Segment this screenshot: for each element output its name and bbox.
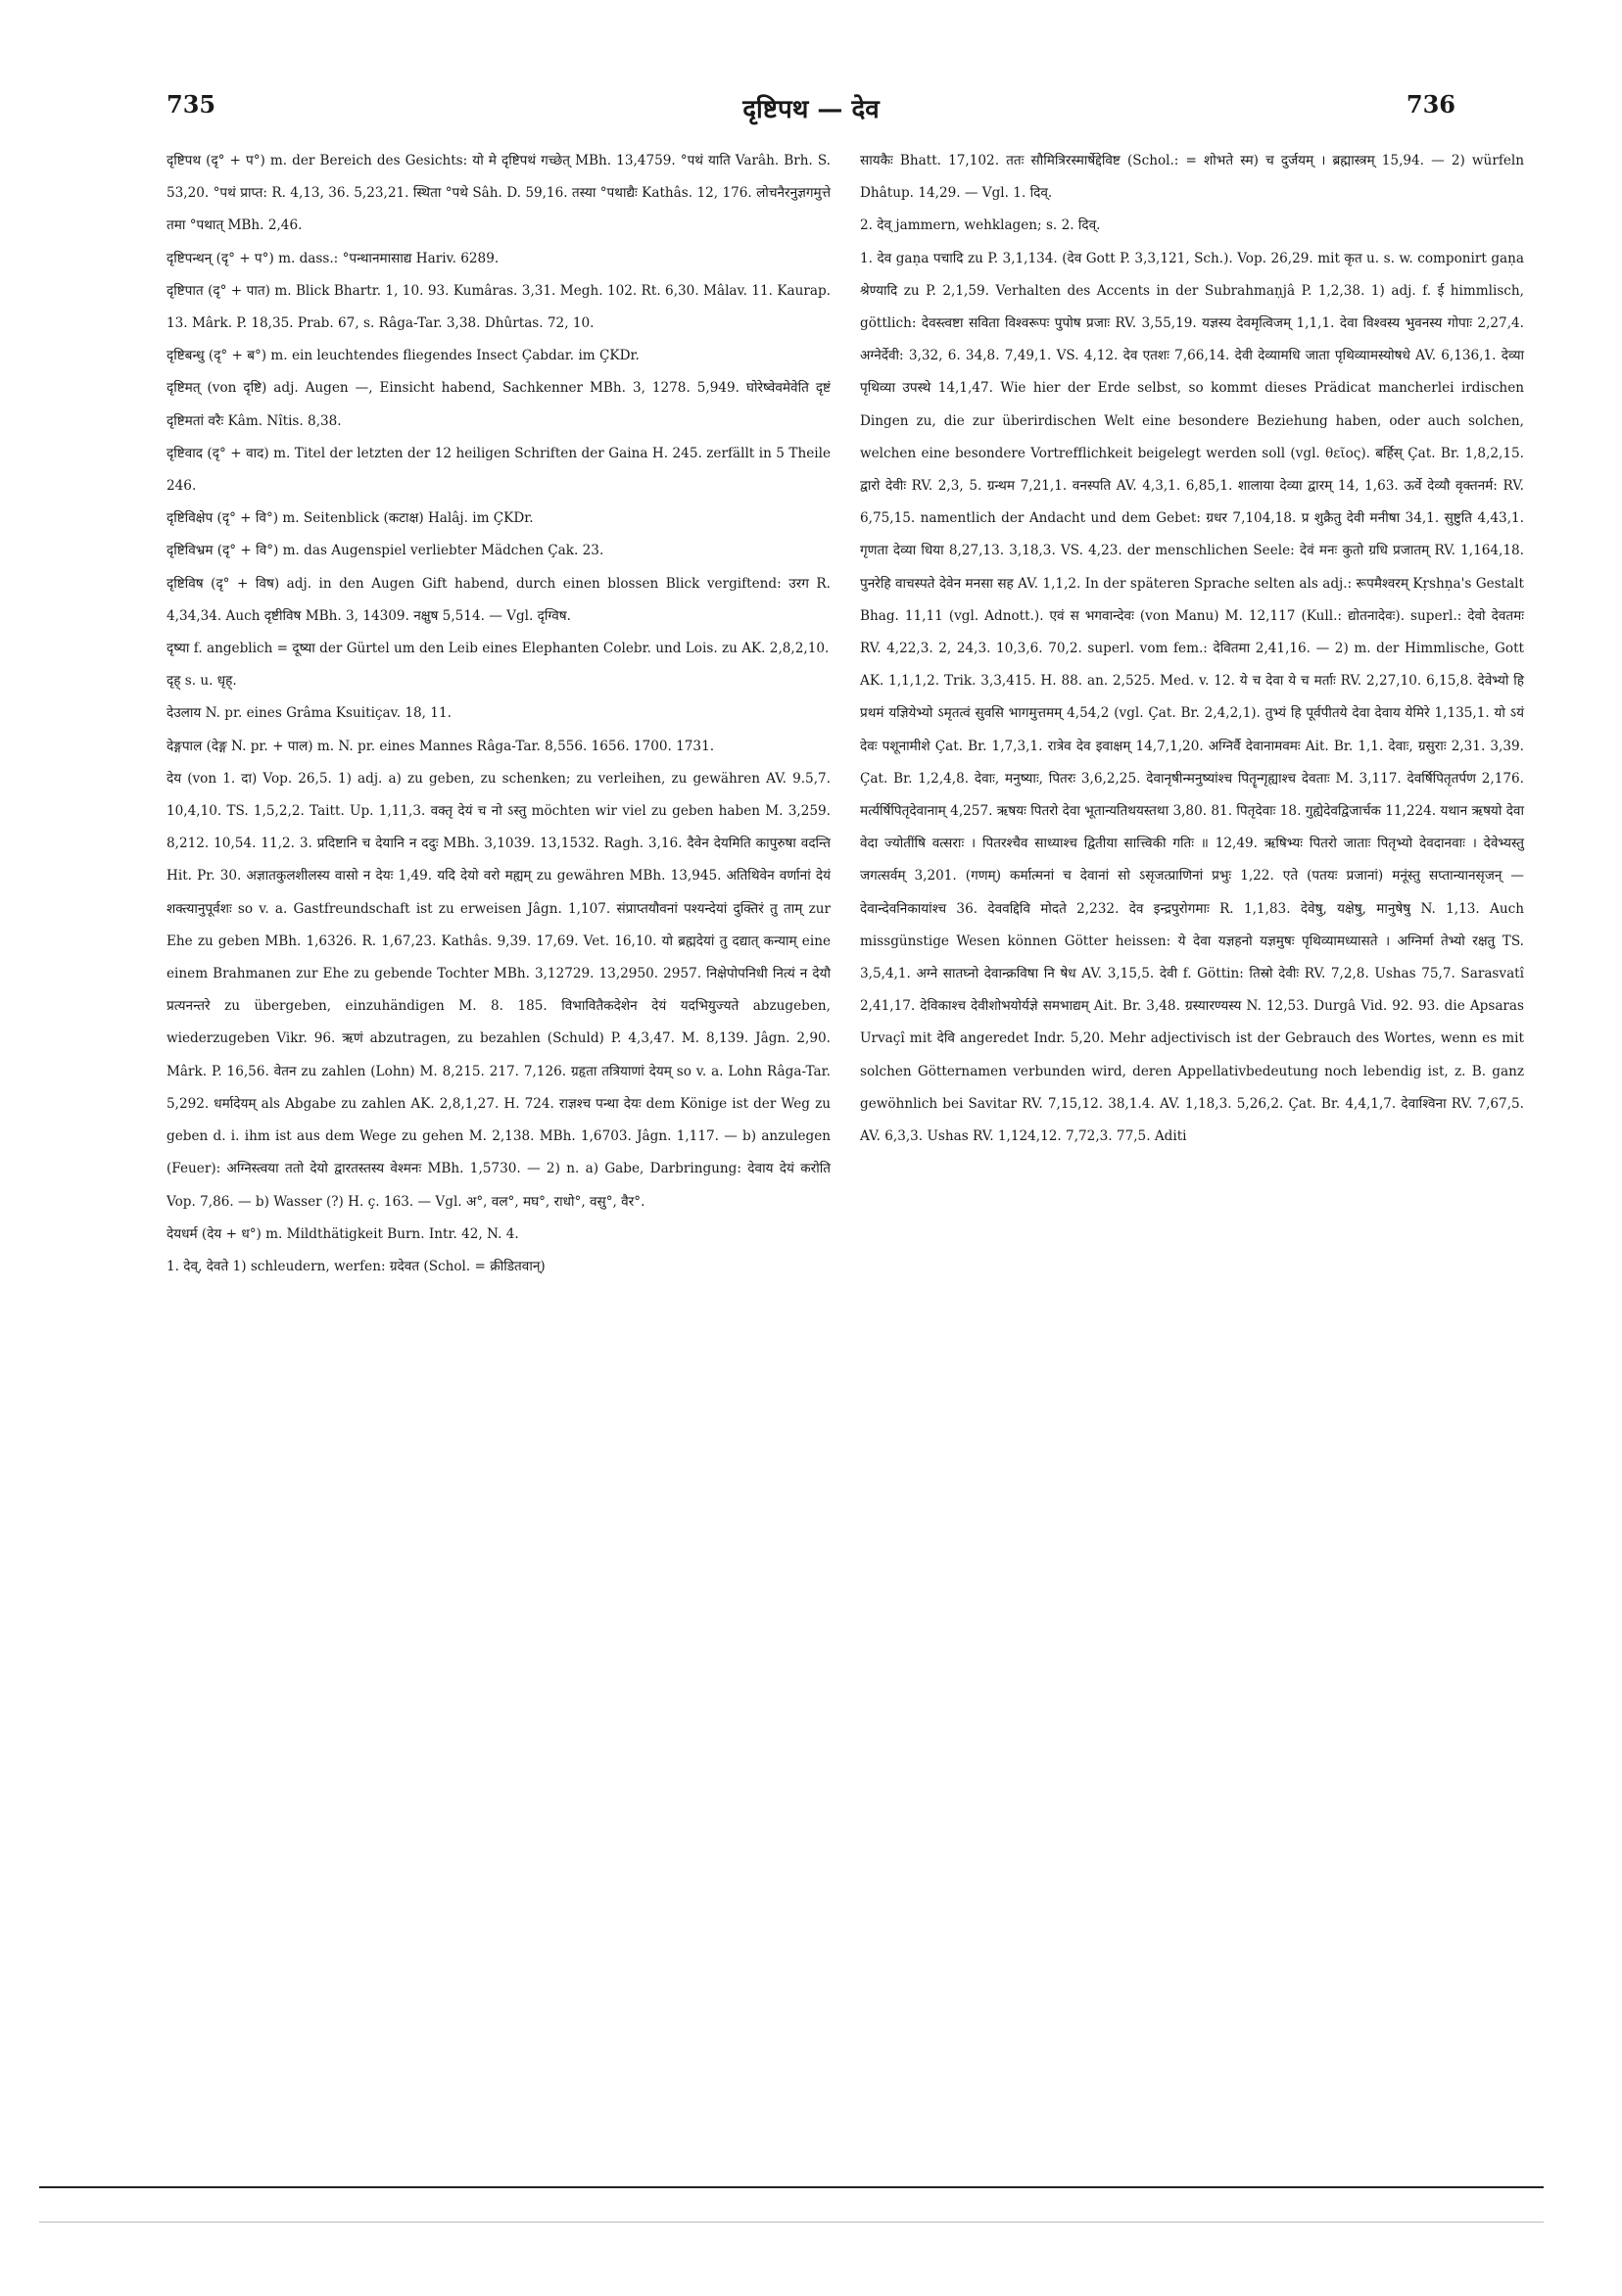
dictionary-entry: दृष्टिपात (दृ° + पात) m. Blick Bhartr. 1, 10. 93. Kumâras. 3,31. Megh. 102. Rt. 6,30. Mâlav. 11. Kaurap. 13. Mârk. P. 18,35. Prab. 67, s. Râga-Tar. 3,38. Dhûrtas. 72, 10. bbox=[167, 282, 831, 332]
dictionary-entry: दृष्टिबन्धु (दृ° + ब°) m. ein leuchtendes fliegendes Insect Çabdar. im ÇKDr. bbox=[167, 348, 640, 364]
dictionary-entry: सायकैः Bhatt. 17,102. ततः सौमित्रिरस्मार्षेद्देविष्ट (Schol.: = शोभते स्म) च दुर्जयम् । ब्रह्मास्त्रम् 15,94. — 2) würfeln Dhâtup. 14,29. — Vgl. 1. दिव्. bbox=[860, 153, 1524, 202]
page-fold-line bbox=[39, 2222, 1544, 2223]
dictionary-entry: देयधर्म (देय + ध°) m. Mildthätigkeit Burn. Intr. 42, N. 4. bbox=[167, 1225, 519, 1242]
dictionary-entry: दृष्टिविक्षेप (दृ° + वि°) m. Seitenblick (कटाक्ष) Halâj. im ÇKDr. bbox=[167, 510, 534, 527]
dictionary-entry: दृष्टिवाद (दृ° + वाद) m. Titel der letzten der 12 heiligen Schriften der Gaina H. 245. zerfällt in 5 Theile 246. bbox=[167, 445, 831, 495]
page-number-right: 736 bbox=[1406, 90, 1455, 119]
page-header bbox=[0, 90, 1622, 129]
dictionary-entry: दृष्टिपन्थन् (दृ° + प°) m. dass.: °पन्थानमासाद्य Hariv. 6289. bbox=[167, 250, 500, 266]
dictionary-entry: दृष्टिविभ्रम (दृ° + वि°) m. das Augenspiel verliebter Mädchen Çak. 23. bbox=[167, 543, 604, 559]
dictionary-entry: देय (von 1. दा) Vop. 26,5. 1) adj. a) zu geben, zu schenken; zu verleihen, zu gewähren AV. 9.5,7. 10,4,10. TS. 1,5,2,2. Taitt. Up. 1,11,3. वक्तृ देयं च नो ऽस्तु möchten wir viel zu geben haben M. 3,259. 8,212. 10,54. 11,2. 3. प्रदिष्टानि च देयानि न ददुः MBh. 3,1039. 13,1532. Ragh. 3,16. दैवेन देयमिति कापुरुषा वदन्ति Hit. Pr. 30. अज्ञातकुलशीलस्य वासो न देयः 1,49. यदि देयो वरो मह्यम् zu gewähren MBh. 13,945. अतिथिवेन वर्णानां देयं शक्त्यानुपूर्वशः so v. a. Gastfreundschaft ist zu erweisen Jâgn. 1,107. संप्राप्तयौवनां पश्यन्देयां दुक्तिरं तु ताम् zur Ehe zu geben MBh. 1,6326. R. 1,67,23. Kathâs. 9,39. 17,69. Vet. 16,10. यो ब्रह्मदेयां तु दद्यात् कन्याम् eine einem Brahmanen zur Ehe zu gebende Tochter MBh. 3,12729. 13,2950. 2957. निक्षेपोपनिधी नित्यं न देयौ प्रत्यनन्तरे zu übergeben, einzuhändigen M. 8. 185. विभावितैकदेशेन देयं यदभियुज्यते abzugeben, wiederzugeben Vikr. 96. ऋणं abzutragen, zu bezahlen (Schuld) P. 4,3,47. M. 8,139. Jâgn. 2,90. Mârk. P. 16,56. वेतन zu zahlen (Lohn) M. 8,215. 217. 7,126. ग्रहृता तत्रियाणां देयम् so v. a. Lohn Râga-Tar. 5,292. धर्मादेयम् als Abgabe zu zahlen AK. 2,8,1,27. H. 724. राज्ञश्च पन्था देयः dem Könige ist der Weg zu geben d. i. ihm ist aus dem Wege zu gehen M. 2,138. MBh. 1,6703. Jâgn. 1,117. — b) anzulegen (Feuer): अग्निस्त्वया ततो देयो द्वारतस्तस्य वेश्मनः MBh. 1,5730. — 2) n. a) Gabe, Darbringung: देवाय देयं करोति Vop. 7,86. — b) Wasser (?) H. ç. 163. — Vgl. अ°, वल°, मघ°, राधो°, वसु°, वैर°. bbox=[167, 770, 831, 1210]
running-title: दृष्टिपथ — देव bbox=[742, 95, 880, 124]
dictionary-entry: दृष्टिमत् (von दृष्टि) adj. Augen —, Einsicht habend, Sachkenner MBh. 3, 1278. 5,949. घोरेष्वेवमेवेति दृष्टं दृष्टिमतां वरैः Kâm. Nîtis. 8,38. bbox=[167, 380, 831, 429]
page-number-left: 735 bbox=[167, 90, 216, 119]
dictionary-entry: दृष्टिपथ (दृ° + प°) m. der Bereich des Gesichts: यो मे दृष्टिपथं गच्छेत् MBh. 13,4759. °पथं याति Varâh. Brh. S. 53,20. °पथं प्राप्त: R. 4,13, 36. 5,23,21. स्थिता °पथे Sâh. D. 59,16. तस्या °पथाद्यैः Kathâs. 12, 176. लोचनैरनुज्ञगमुत्ते तमा °पथात् MBh. 2,46. bbox=[167, 153, 831, 234]
dictionary-entry: देउलाय N. pr. eines Grâma Ksuitiçav. 18, 11. bbox=[167, 705, 452, 722]
dictionary-entry: 1. देव्, देवते 1) schleudern, werfen: ग्रदेवत (Schol. = क्रीडितवान्) bbox=[167, 1258, 546, 1274]
dictionary-entry: 2. देव् jammern, wehklagen; s. 2. दिव्. bbox=[860, 217, 1101, 234]
right-column bbox=[860, 145, 1524, 1153]
dictionary-entry: दृष्टिविष (दृ° + विष) adj. in den Augen Gift habend, durch einen blossen Blick vergiftend: उरग R. 4,34,34. Auch दृष्टीविष MBh. 3, 14309. नक्षुष 5,514. — Vgl. दृग्विष. bbox=[167, 575, 831, 624]
dictionary-entry: दृष्या f. angeblich = दूष्या der Gürtel um den Leib eines Elephanten Colebr. und Lois. zu AK. 2,8,2,10. bbox=[167, 641, 830, 657]
bottom-rule bbox=[39, 2186, 1544, 2188]
left-column bbox=[167, 145, 831, 1283]
dictionary-entry: 1. देव gaṇa पचादि zu P. 3,1,134. (देव Gott P. 3,3,121, Sch.). Vop. 26,29. mit कृत u. s. w. componirt gaṇa श्रेण्यादि zu P. 2,1,59. Verhalten des Accents in der Subrahmaṇjâ P. 1,2,38. 1) adj. f. ई himmlisch, göttlich: देवस्त्वष्टा सविता विश्वरूपः पुपोष प्रजाः RV. 3,55,19. यज्ञस्य देवमृत्विजम् 1,1,1. देवा विश्वस्य भुवनस्य गोपाः 2,27,4. अग्नेर्देवी: 3,32, 6. 34,8. 7,49,1. VS. 4,12. देव एतशः 7,66,14. देवी देव्यामधि जाता पृथिव्यामस्योषधे AV. 6,136,1. देव्या पृथिव्या उपस्थे 14,1,47. Wie hier der Erde selbst, so kommt dieses Prädicat mancherlei irdischen Dingen zu, die zur überirdischen Welt eine besondere Beziehung haben, oder auch solchen, welchen eine besondere Vortrefflichkeit beigelegt werden soll (vgl. θεῖος). बर्हिस् Çat. Br. 1,8,2,15. द्वारो देवीः RV. 2,3, 5. ग्रन्थम 7,21,1. वनस्पति AV. 4,3,1. 6,85,1. शालाया देव्या द्वारम् 14, 1,63. ऊर्वे देव्यौ वृक्तनर्म: RV. 6,75,15. namentlich der Andacht und dem Gebet: ग्रधर 7,104,18. प्र शुक्रैतु देवी मनीषा 34,1. सुष्टुति 4,43,1. गृणता देव्या धिया 8,27,13. 3,18,3. VS. 4,23. der menschlichen Seele: देवं मनः कुतो ग्रधि प्रजातम् RV. 1,164,18. पुनरेहि वाचस्पते देवेन मनसा सह AV. 1,1,2. In der späteren Sprache selten als adj.: रूपमैश्वरम् Kṛshṇa's Gestalt Bhag. 11,11 (vgl. Adnott.). एवं स भगवान्देवः (von Manu) M. 12,117 (Kull.: द्योतनादेवः). superl.: देवो देवतमः RV. 4,22,3. 2, 24,3. 10,3,6. 70,2. superl. vom fem.: देवितमा 2,41,16. — 2) m. der Himmlische, Gott AK. 1,1,1,2. Trik. 3,3,415. H. 88. an. 2,525. Med. v. 12. ये च देवा ये च मर्ताः RV. 2,27,10. 6,15,8. देवेभ्यो हि प्रथमं यज्ञियेभ्यो ऽमृतत्वं सुवसि भागमुत्तमम् 4,54,2 (vgl. Çat. Br. 2,4,2,1). तुभ्यं हि पूर्वपीतये देवा देवाय येमिरे 1,135,1. यो ऽयं देवः पशूनामीशे Çat. Br. 1,7,3,1. रात्रेव देव इवाक्षम् 14,7,1,20. अग्निर्वै देवानामवमः Ait. Br. 1,1. देवाः, ग्रसुराः 2,31. 3,39. Çat. Br. 1,2,4,8. देवाः, मनुष्याः, पितरः 3,6,2,25. देवानृषीन्मनुष्यांश्च पितॄन्गृह्याश्च देवताः M. 3,117. देवर्षिपितृतर्पण 2,176. मर्त्यर्षिपितृदेवानाम् 4,257. ऋषयः पितरो देवा भूतान्यतिथयस्तथा 3,80. 81. पितृदेवाः 18. गुह्येदेवद्विजार्चक 11,224. यथान ऋषयो देवा वेदा ज्योतींषि वत्सराः । पितरश्चैव साध्याश्च द्वितीया सात्त्विकी गतिः ॥ 12,49. ऋषिभ्यः पितरो जाताः पितृभ्यो देवदानवाः । देवेभ्यस्तु जगत्सर्वम् 3,201. (गणम्) कर्मात्मनां च देवानां सो ऽसृजत्प्राणिनां प्रभुः 1,22. एते (पतयः प्रजानां) मनूंस्तु सप्तान्यानसृजन् — देवान्देवनिकायांश्च 36. देववद्दिवि मोदते 2,232. देव इन्द्रपुरोगमाः R. 1,1,83. देवेषु, यक्षेषु, मानुषेषु N. 1,13. Auch missgünstige Wesen können Götter heissen: ये देवा यज्ञहनो यज्ञमुषः पृथिव्यामध्यासते । अग्निर्मा तेभ्यो रक्षतु TS. 3,5,4,1. अग्ने सातघ्नो देवान्क्रविषा नि षेध AV. 3,15,5. देवी f. Göttin: तिस्रो देवीः RV. 7,2,8. Ushas 75,7. Sarasvatî 2,41,17. देविकाश्च देवीशोभयोर्यज्ञे समभाद्यम् Ait. Br. 3,48. ग्रस्यारण्यस्य N. 12,53. Durgâ Vid. 92. 93. die Apsaras Urvaçî mit देवि angeredet Indr. 5,20. Mehr adjectivisch ist der Gebrauch des Wortes, wenn es mit solchen Götternamen verbunden wird, deren Appellativbedeutung noch lebendig ist, z. B. ganz gewöhnlich bei Savitar RV. 7,15,12. 38,1.4. AV. 1,18,3. 5,26,2. Çat. Br. 4,4,1,7. देवाश्विना RV. 7,67,5. AV. 6,3,3. Ushas RV. 1,124,12. 7,72,3. 77,5. Aditi bbox=[860, 250, 1524, 1145]
dictionary-entry: दृह् s. u. धृह्. bbox=[167, 673, 237, 690]
dictionary-entry: देङ्गपाल (देङ्ग N. pr. + पाल) m. N. pr. eines Mannes Râga-Tar. 8,556. 1656. 1700. 1731. bbox=[167, 738, 715, 754]
